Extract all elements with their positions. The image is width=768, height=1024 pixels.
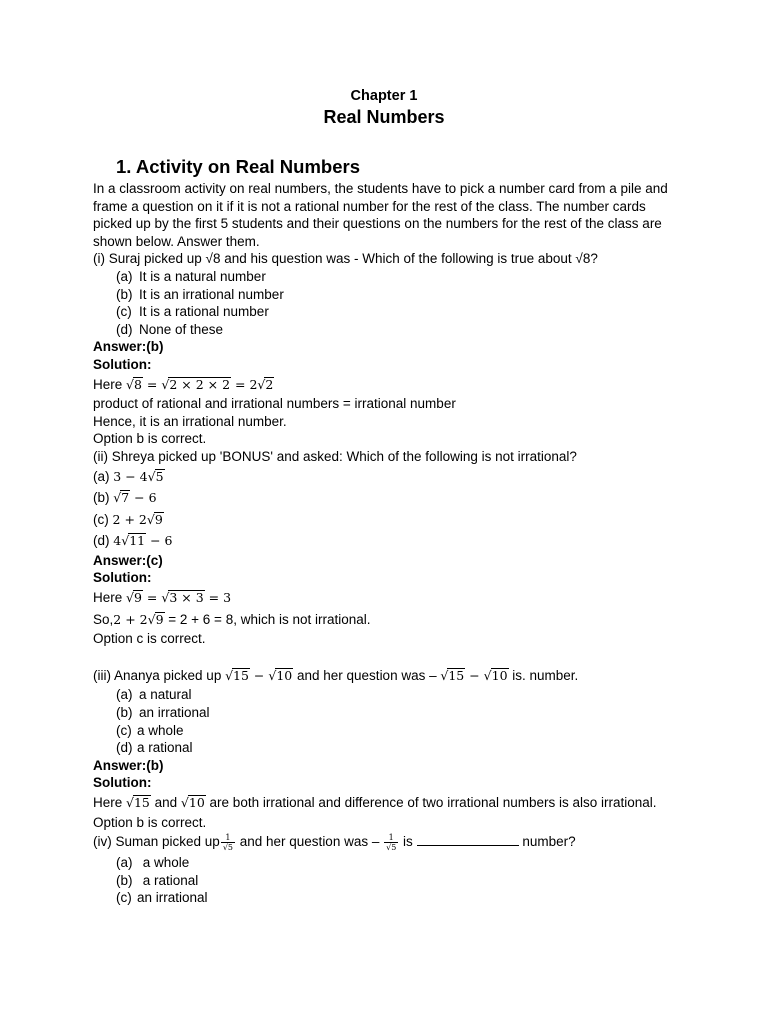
- q3-middle: and her question was –: [293, 667, 441, 683]
- q3-prefix: (iii) Ananya picked up: [93, 667, 226, 683]
- math-expression: √15 − √10: [440, 667, 508, 683]
- fraction: [221, 833, 235, 852]
- q3-option-c: [93, 722, 683, 740]
- option-text: It is an irrational number: [139, 286, 284, 302]
- option-text: a rational: [139, 872, 199, 888]
- q4-option-c: [93, 889, 683, 907]
- option-label: (b): [116, 872, 133, 888]
- option-label: (a): [93, 468, 110, 484]
- option-label: (b): [116, 286, 133, 302]
- q2-option-b: [93, 487, 683, 509]
- option-label: (d): [93, 533, 110, 549]
- fraction-denominator: √5: [222, 843, 233, 853]
- math-expression: 2 + 2√9: [112, 511, 163, 527]
- option-text: a natural: [139, 687, 192, 703]
- option-label: (b): [116, 705, 133, 721]
- here-text: Here: [93, 795, 127, 810]
- q1-option-b: [93, 286, 683, 304]
- question-2: (ii) Shreya picked up 'BONUS' and asked: Which of the following is not irrational?: [93, 448, 577, 464]
- q2-solution-label: Solution:: [93, 570, 152, 586]
- q2-solution-equation: [93, 587, 683, 609]
- q4-is: is: [399, 834, 417, 850]
- q3-option-a: [93, 686, 683, 704]
- here-text: Here: [93, 376, 127, 392]
- option-text: It is a natural number: [139, 268, 266, 284]
- q1-solution-equation: [93, 374, 683, 396]
- option-label: (a): [116, 687, 133, 703]
- math-expression: 3 − 4√5: [113, 468, 164, 484]
- option-label: (a): [116, 268, 133, 284]
- q3-option-d: [93, 739, 683, 757]
- q2-conclusion: Option c is correct.: [93, 631, 206, 647]
- option-text: a whole: [137, 722, 184, 738]
- math-expression: √8 = √2 × 2 × 2 = 2√2: [126, 376, 274, 392]
- document-body: [93, 180, 683, 907]
- option-label: (a): [116, 855, 133, 871]
- q2-solution-sum: [93, 609, 683, 631]
- option-label: (c): [116, 890, 132, 906]
- fraction-numerator: 1: [388, 833, 394, 843]
- option-text: None of these: [139, 321, 224, 337]
- option-label: (b): [93, 490, 110, 506]
- so-suffix: = 2 + 6 = 8, which is not irrational.: [164, 611, 371, 627]
- q3-solution-text: [93, 792, 683, 814]
- question-1: (i) Suraj picked up √8 and his question was - Which of the following is true about √8?: [93, 251, 598, 267]
- q3-suffix: is. number.: [508, 667, 579, 683]
- fraction-denominator: √5: [386, 843, 397, 853]
- solution-suffix: are both irrational and difference of two irrational numbers is also irrational.: [205, 795, 657, 810]
- math-expression: √15 − √10: [225, 667, 293, 683]
- q1-answer: Answer:(b): [93, 339, 164, 355]
- q4-option-a: [93, 854, 683, 872]
- q2-option-c: [93, 509, 683, 531]
- here-text: Here: [93, 590, 127, 606]
- option-text: It is a rational number: [139, 304, 269, 320]
- q1-option-a: [93, 268, 683, 286]
- q1-option-c: [93, 303, 683, 321]
- option-label: (c): [116, 304, 132, 320]
- q4-middle: and her question was –: [236, 834, 384, 850]
- math-expression: √9 = √3 × 3 = 3: [126, 590, 232, 606]
- q2-option-a: [93, 466, 683, 488]
- option-label: (d): [116, 740, 133, 756]
- q3-answer: Answer:(b): [93, 757, 164, 773]
- q2-option-d: [93, 530, 683, 552]
- chapter-label: Chapter 1: [350, 88, 418, 104]
- so-prefix: So,: [93, 611, 114, 627]
- q3-option-b: [93, 704, 683, 722]
- spacer: [93, 648, 683, 665]
- option-text: an irrational: [139, 705, 210, 721]
- q4-suffix: number?: [518, 834, 576, 850]
- q4-option-b: [93, 872, 683, 890]
- math-expression: √7 − 6: [113, 490, 157, 506]
- q1-solution-line: Hence, it is an irrational number.: [93, 413, 287, 429]
- chapter-title: Real Numbers: [323, 107, 445, 127]
- fraction-numerator: 1: [225, 833, 231, 843]
- q1-solution-line: product of rational and irrational numbers = irrational number: [93, 396, 456, 412]
- question-3: [93, 665, 683, 687]
- section-heading: 1. Activity on Real Numbers: [116, 156, 360, 177]
- and-text: and: [150, 795, 181, 810]
- option-label: (d): [116, 321, 133, 337]
- option-label: (c): [93, 511, 109, 527]
- q3-solution-label: Solution:: [93, 775, 152, 791]
- option-label: (c): [116, 722, 132, 738]
- intro-paragraph: In a classroom activity on real numbers, the students have to pick a number card from a pile and frame a question on it if it is not a rational number for the rest of the class. The number cards picked up by the first 5 students and their questions on the numbers for the rest of the class are shown below. Answer them.: [93, 181, 668, 249]
- fraction: [384, 833, 398, 852]
- answer-blank: [417, 834, 519, 846]
- math-expression: √15: [126, 795, 150, 810]
- math-expression: 2 + 2√9: [113, 611, 164, 627]
- q3-conclusion: Option b is correct.: [93, 814, 207, 830]
- q4-prefix: (iv) Suman picked up: [93, 834, 220, 850]
- math-expression: 4√11 − 6: [113, 533, 173, 549]
- q1-solution-line: Option b is correct.: [93, 431, 207, 447]
- q1-solution-label: Solution:: [93, 356, 152, 372]
- option-text: an irrational: [137, 890, 208, 906]
- math-expression: √10: [180, 795, 205, 810]
- question-4: [93, 831, 683, 854]
- option-text: a rational: [137, 740, 193, 756]
- option-text: a whole: [139, 855, 190, 871]
- q2-answer: Answer:(c): [93, 552, 163, 568]
- q1-option-d: [93, 321, 683, 339]
